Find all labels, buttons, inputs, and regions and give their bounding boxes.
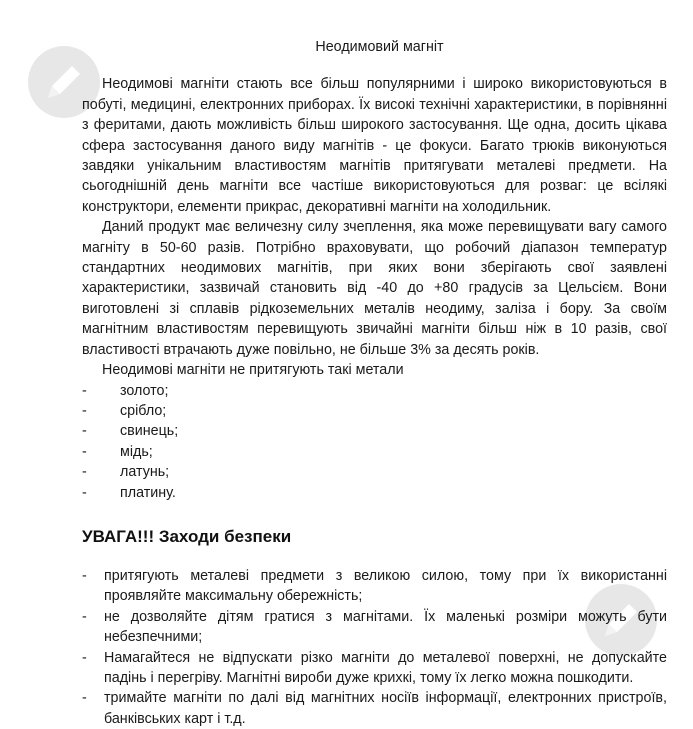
list-item: - латунь; xyxy=(82,462,667,482)
intro-paragraph: Неодимові магніти стають все більш популярними і широко використовуються в побуті, медицині, електронних приборах. Їх високі технічні характеристики, в порівнянні з феритами, дають можливість більш широкого застосування. Ще одна, досить цікава сфера застосування даного виду магнітів - це фокуси. Багато трюків виконуються завдяки унікальним властивостям магнітів притягувати металеві предмети. На сьогоднішній день магніти все частіше використовуються для розваг: це всілякі конструктори, елементи прикрас, декоративні магніти на холодильник. xyxy=(82,76,667,215)
properties-paragraph: Даний продукт має величезну силу зчеплення, яка може перевищувати вагу самого магніту в 50-60 разів. Потрібно враховувати, що робочий діапазон температур стандартних неодимових магнітів, при яких вони зберігають свої заявлені характеристики, зазвичай становить від -40 до +80 градусів за Цельсієм. Вони виготовлені зі сплавів рідкоземельних металів неодиму, заліза і бору. За своїм магнітним властивостям перевищують звичайні магніти більш ніж в 10 разів, свої властивості втрачають дуже повільно, не більше 3% за десять років. xyxy=(82,219,667,358)
list-marker: - xyxy=(82,464,87,481)
list-item: - золото; xyxy=(82,381,667,401)
list-marker: - xyxy=(82,690,87,707)
list-marker: - xyxy=(82,567,87,584)
list-marker: - xyxy=(82,402,87,419)
list-marker: - xyxy=(82,423,87,440)
list-marker: - xyxy=(82,608,87,625)
document-page xyxy=(82,37,667,729)
list-marker: - xyxy=(82,382,87,399)
safety-heading: УВАГА!!! Заходи безпеки xyxy=(82,526,292,546)
list-item: - Намагайтеся не відпускати різко магніти до металевої поверхні, не допускайте падінь і перегріву. Магнітні вироби дуже крихкі, тому їх легко можна пошкодити. xyxy=(82,649,667,686)
list-item: - притягують металеві предмети з великою силою, тому при їх використанні проявляйте максимальну обережність; xyxy=(82,567,667,605)
list-item: - платину. xyxy=(82,483,667,503)
list-marker: - xyxy=(82,443,87,460)
document-title: Неодимовий магніт xyxy=(315,39,444,55)
metals-list xyxy=(82,381,667,503)
list-marker: - xyxy=(82,649,87,666)
list-marker: - xyxy=(82,484,87,501)
list-item: - срібло; xyxy=(82,401,667,421)
list-item: - свинець; xyxy=(82,421,667,441)
list-item: - мідь; xyxy=(82,442,667,462)
list-item: - не дозволяйте дітям гратися з магнітами. Їх маленькі розміри можуть бути небезпечними; xyxy=(82,608,667,646)
metals-intro: Неодимові магніти не притягують такі метали xyxy=(102,362,404,379)
list-item: - тримайте магніти по далі від магнітних носіїв інформації, електронних пристроїв, банківських карт і т.д. xyxy=(82,690,667,727)
